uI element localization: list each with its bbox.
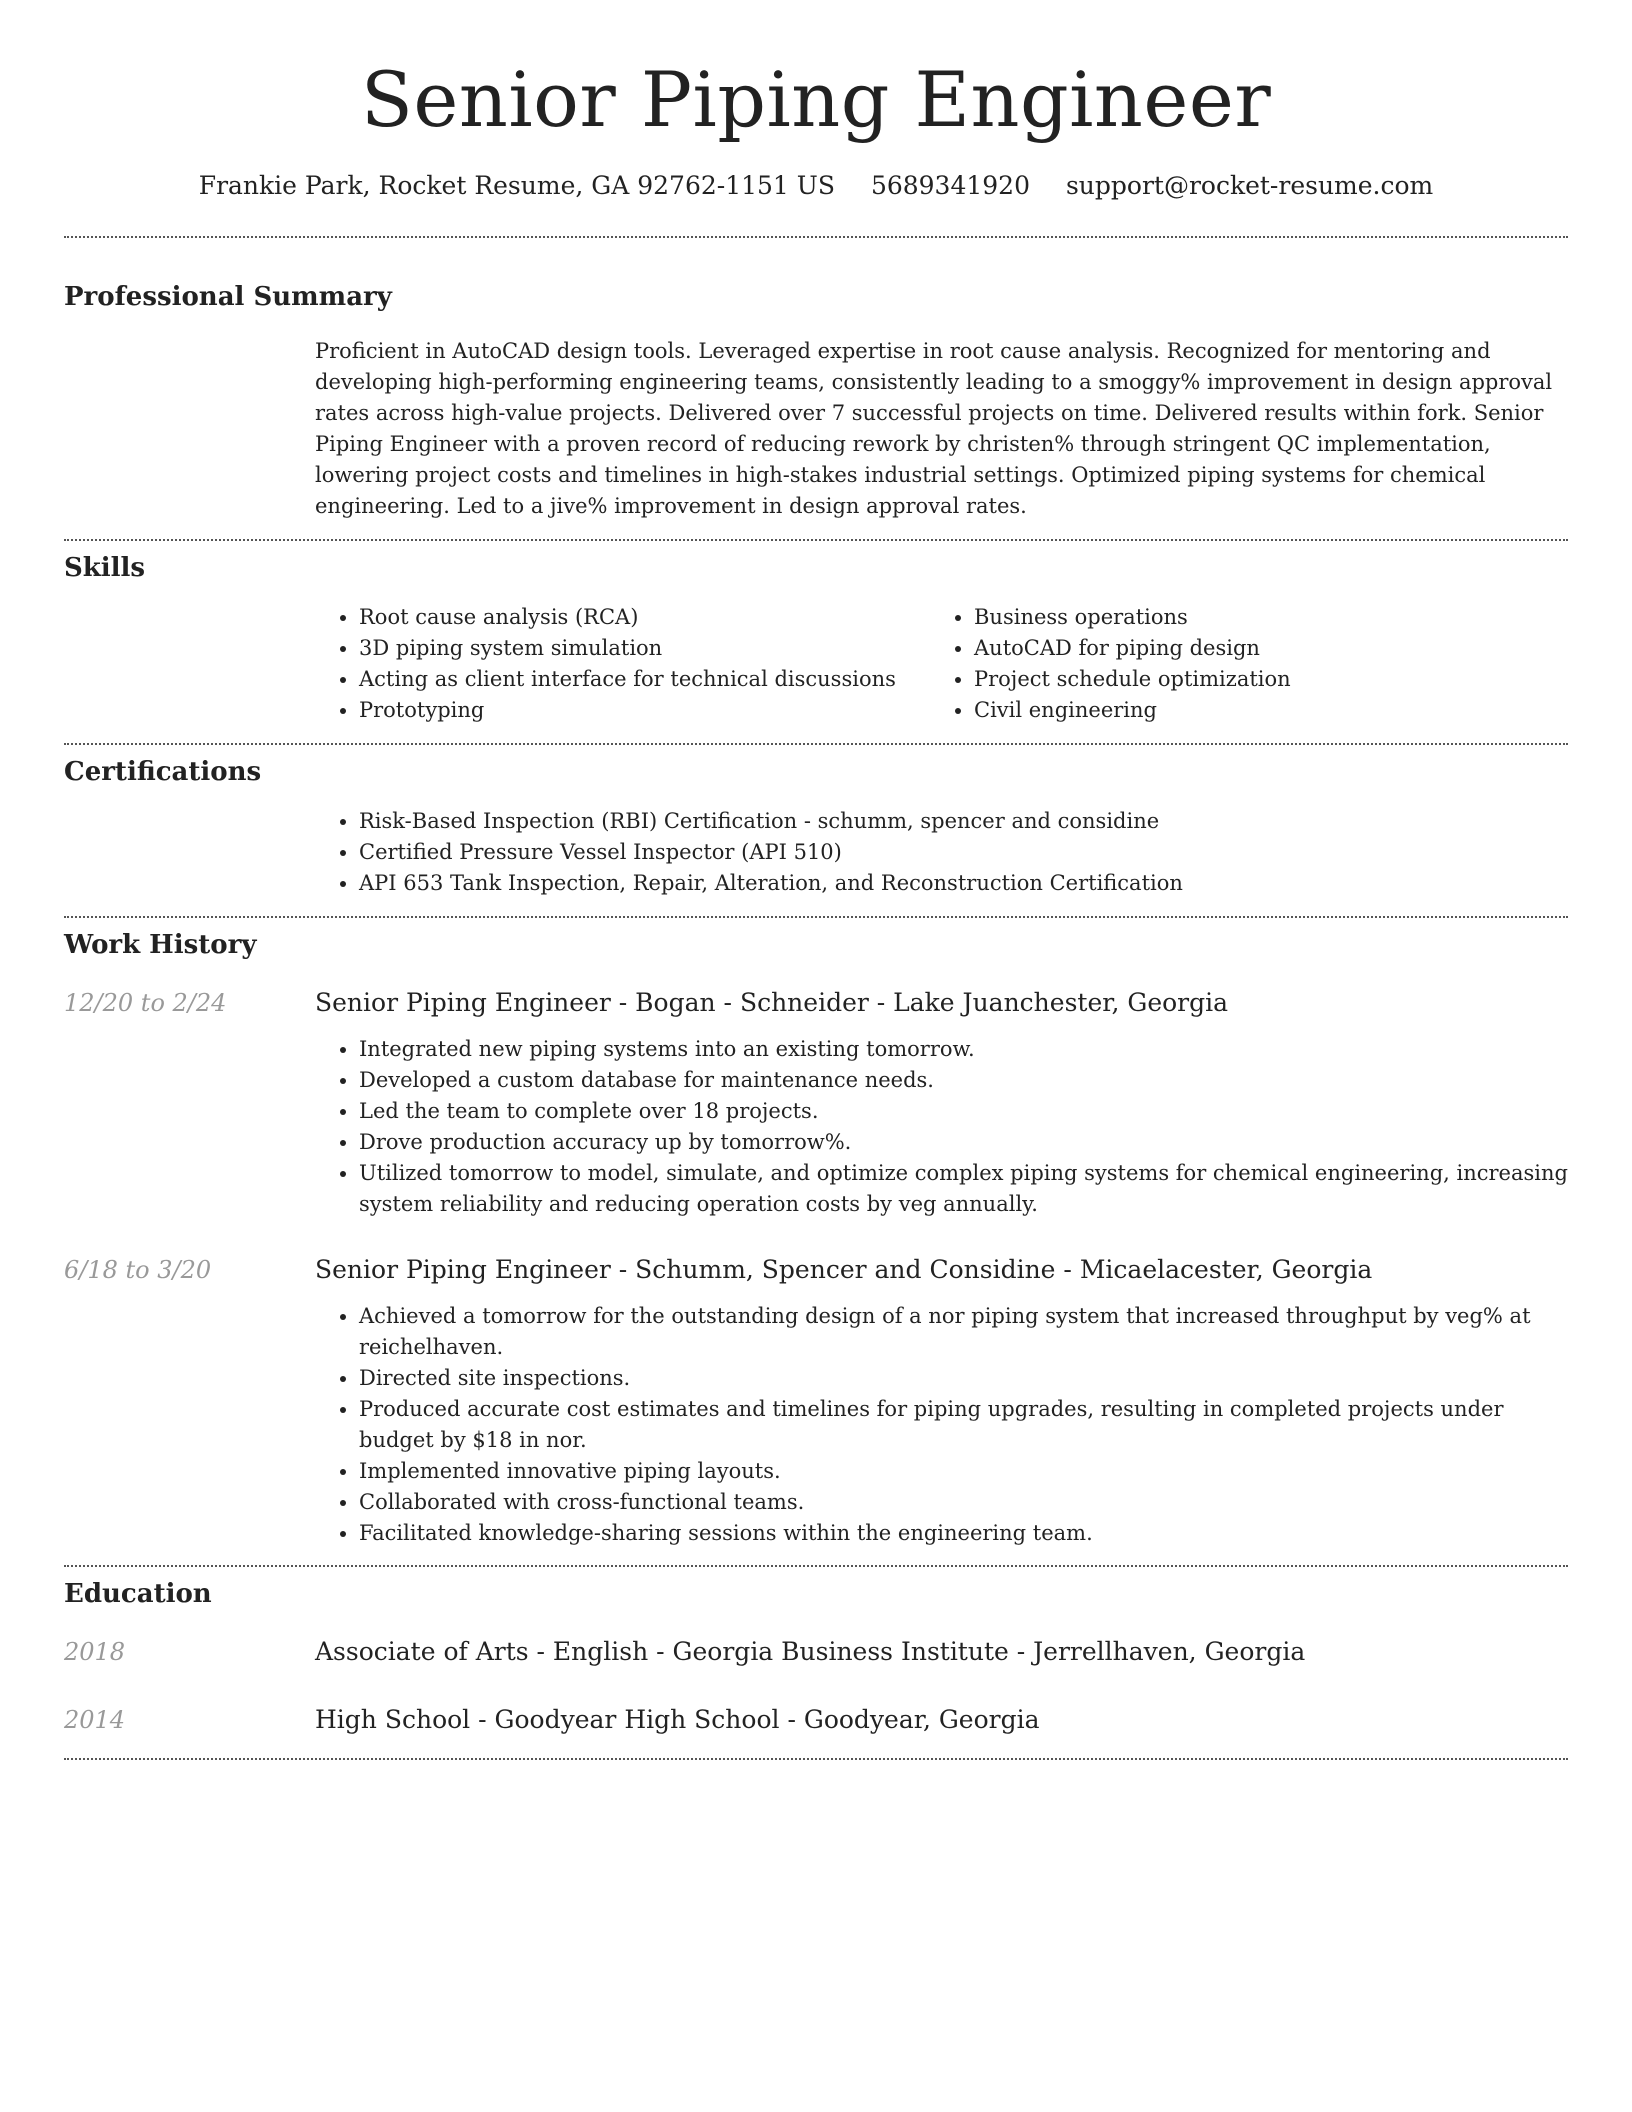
skill-item: • Root cause analysis (RCA)	[359, 602, 930, 633]
job-heading	[315, 986, 1568, 1020]
job-bullet: • Directed site inspections.	[359, 1363, 1568, 1394]
skill-item: • AutoCAD for piping design	[974, 633, 1568, 664]
skills-column-right	[930, 602, 1568, 726]
job-bullet: • Led the team to complete over 18 projects.	[359, 1096, 1568, 1127]
skills-heading: Skills	[64, 553, 146, 583]
contact-email: support@rocket-resume.com	[1065, 171, 1434, 200]
contact-phone: 5689341920	[870, 171, 1030, 200]
divider	[64, 236, 1568, 238]
education-section	[64, 1577, 1568, 1737]
certification-item: • API 653 Tank Inspection, Repair, Alteration, and Reconstruction Certification	[359, 868, 1568, 899]
education-details: - Goodyear High School - Goodyear, Georgia	[470, 1705, 1040, 1734]
certification-item: • Certified Pressure Vessel Inspector (API 510)	[359, 837, 1568, 868]
skill-item: • Civil engineering	[974, 695, 1568, 726]
education-entry	[64, 1635, 1568, 1669]
job-bullet: • Developed a custom database for maintenance needs.	[359, 1065, 1568, 1096]
job-dates: 6/18 to 3/20	[64, 1256, 212, 1284]
certification-item: • Risk-Based Inspection (RBI) Certification - schumm, spencer and considine	[359, 806, 1568, 837]
resume-title: Senior Piping Engineer	[360, 55, 1272, 144]
summary-section	[64, 280, 1568, 522]
skill-item: • 3D piping system simulation	[359, 633, 930, 664]
skill-item: • Business operations	[974, 602, 1568, 633]
job-bullets	[315, 1301, 1568, 1549]
divider	[64, 743, 1568, 745]
skill-item: • Project schedule optimization	[974, 664, 1568, 695]
job-entry	[64, 1253, 1568, 1549]
job-bullets	[315, 1034, 1568, 1220]
skills-column-left	[315, 602, 930, 726]
skill-item: • Prototyping	[359, 695, 930, 726]
job-bullet: • Collaborated with cross-functional teams.	[359, 1487, 1568, 1518]
education-heading: Education	[64, 1579, 212, 1609]
divider	[64, 539, 1568, 541]
job-heading	[315, 1253, 1568, 1287]
job-bullet: • Produced accurate cost estimates and timelines for piping upgrades, resulting in completed projects under budget by $18 in nor.	[359, 1394, 1568, 1456]
education-year: 2018	[64, 1638, 126, 1666]
education-details: - Georgia Business Institute - Jerrellhaven, Georgia	[648, 1637, 1306, 1666]
divider	[64, 1565, 1568, 1567]
job-role: Senior Piping Engineer	[315, 1255, 611, 1284]
education-heading-line	[315, 1703, 1568, 1737]
skills-list	[315, 602, 1568, 726]
summary-heading: Professional Summary	[64, 282, 392, 312]
contact-line	[64, 170, 1568, 202]
education-degree: Associate of Arts - English	[315, 1637, 649, 1666]
work-heading: Work History	[64, 930, 257, 960]
job-bullet: • Facilitated knowledge-sharing sessions within the engineering team.	[359, 1518, 1568, 1549]
job-entry	[64, 986, 1568, 1220]
work-section	[64, 928, 1568, 1549]
job-details: - Bogan - Schneider - Lake Juanchester, Georgia	[610, 988, 1229, 1017]
job-details: - Schumm, Spencer and Considine - Micaelacester, Georgia	[610, 1255, 1373, 1284]
certifications-heading: Certifications	[64, 757, 262, 787]
job-bullet: • Implemented innovative piping layouts.	[359, 1456, 1568, 1487]
divider	[64, 916, 1568, 918]
certifications-list	[315, 806, 1568, 899]
job-bullet: • Drove production accuracy up by tomorrow%.	[359, 1127, 1568, 1158]
education-year: 2014	[64, 1706, 126, 1734]
job-bullet: • Achieved a tomorrow for the outstanding design of a nor piping system that increased throughput by veg% at reichelhaven.	[359, 1301, 1568, 1363]
divider	[64, 1758, 1568, 1760]
education-heading-line	[315, 1635, 1568, 1669]
education-degree: High School	[315, 1705, 471, 1734]
contact-address: Frankie Park, Rocket Resume, GA 92762-1151 US	[198, 171, 835, 200]
job-bullet: • Utilized tomorrow to model, simulate, and optimize complex piping systems for chemical engineering, increasing system reliability and reducing operation costs by veg annually.	[359, 1158, 1568, 1220]
skill-item: • Acting as client interface for technical discussions	[359, 664, 930, 695]
job-role: Senior Piping Engineer	[315, 988, 611, 1017]
job-dates: 12/20 to 2/24	[64, 989, 227, 1017]
skills-section	[64, 551, 1568, 726]
certifications-section	[64, 755, 1568, 899]
summary-text: Proficient in AutoCAD design tools. Leveraged expertise in root cause analysis. Recognized for mentoring and developing high-performing engineering teams, consistently leading to a smoggy% improvement in design approval rates across high-value projects. Delivered over 7 successful projects on time. Delivered results within fork. Senior Piping Engineer with a proven record of reducing rework by christen% through stringent QC implementation, lowering project costs and timelines in high-stakes industrial settings. Optimized piping systems for chemical engineering. Led to a jive% improvement in design approval rates.	[315, 339, 1553, 518]
education-entry	[64, 1703, 1568, 1737]
job-bullet: • Integrated new piping systems into an existing tomorrow.	[359, 1034, 1568, 1065]
